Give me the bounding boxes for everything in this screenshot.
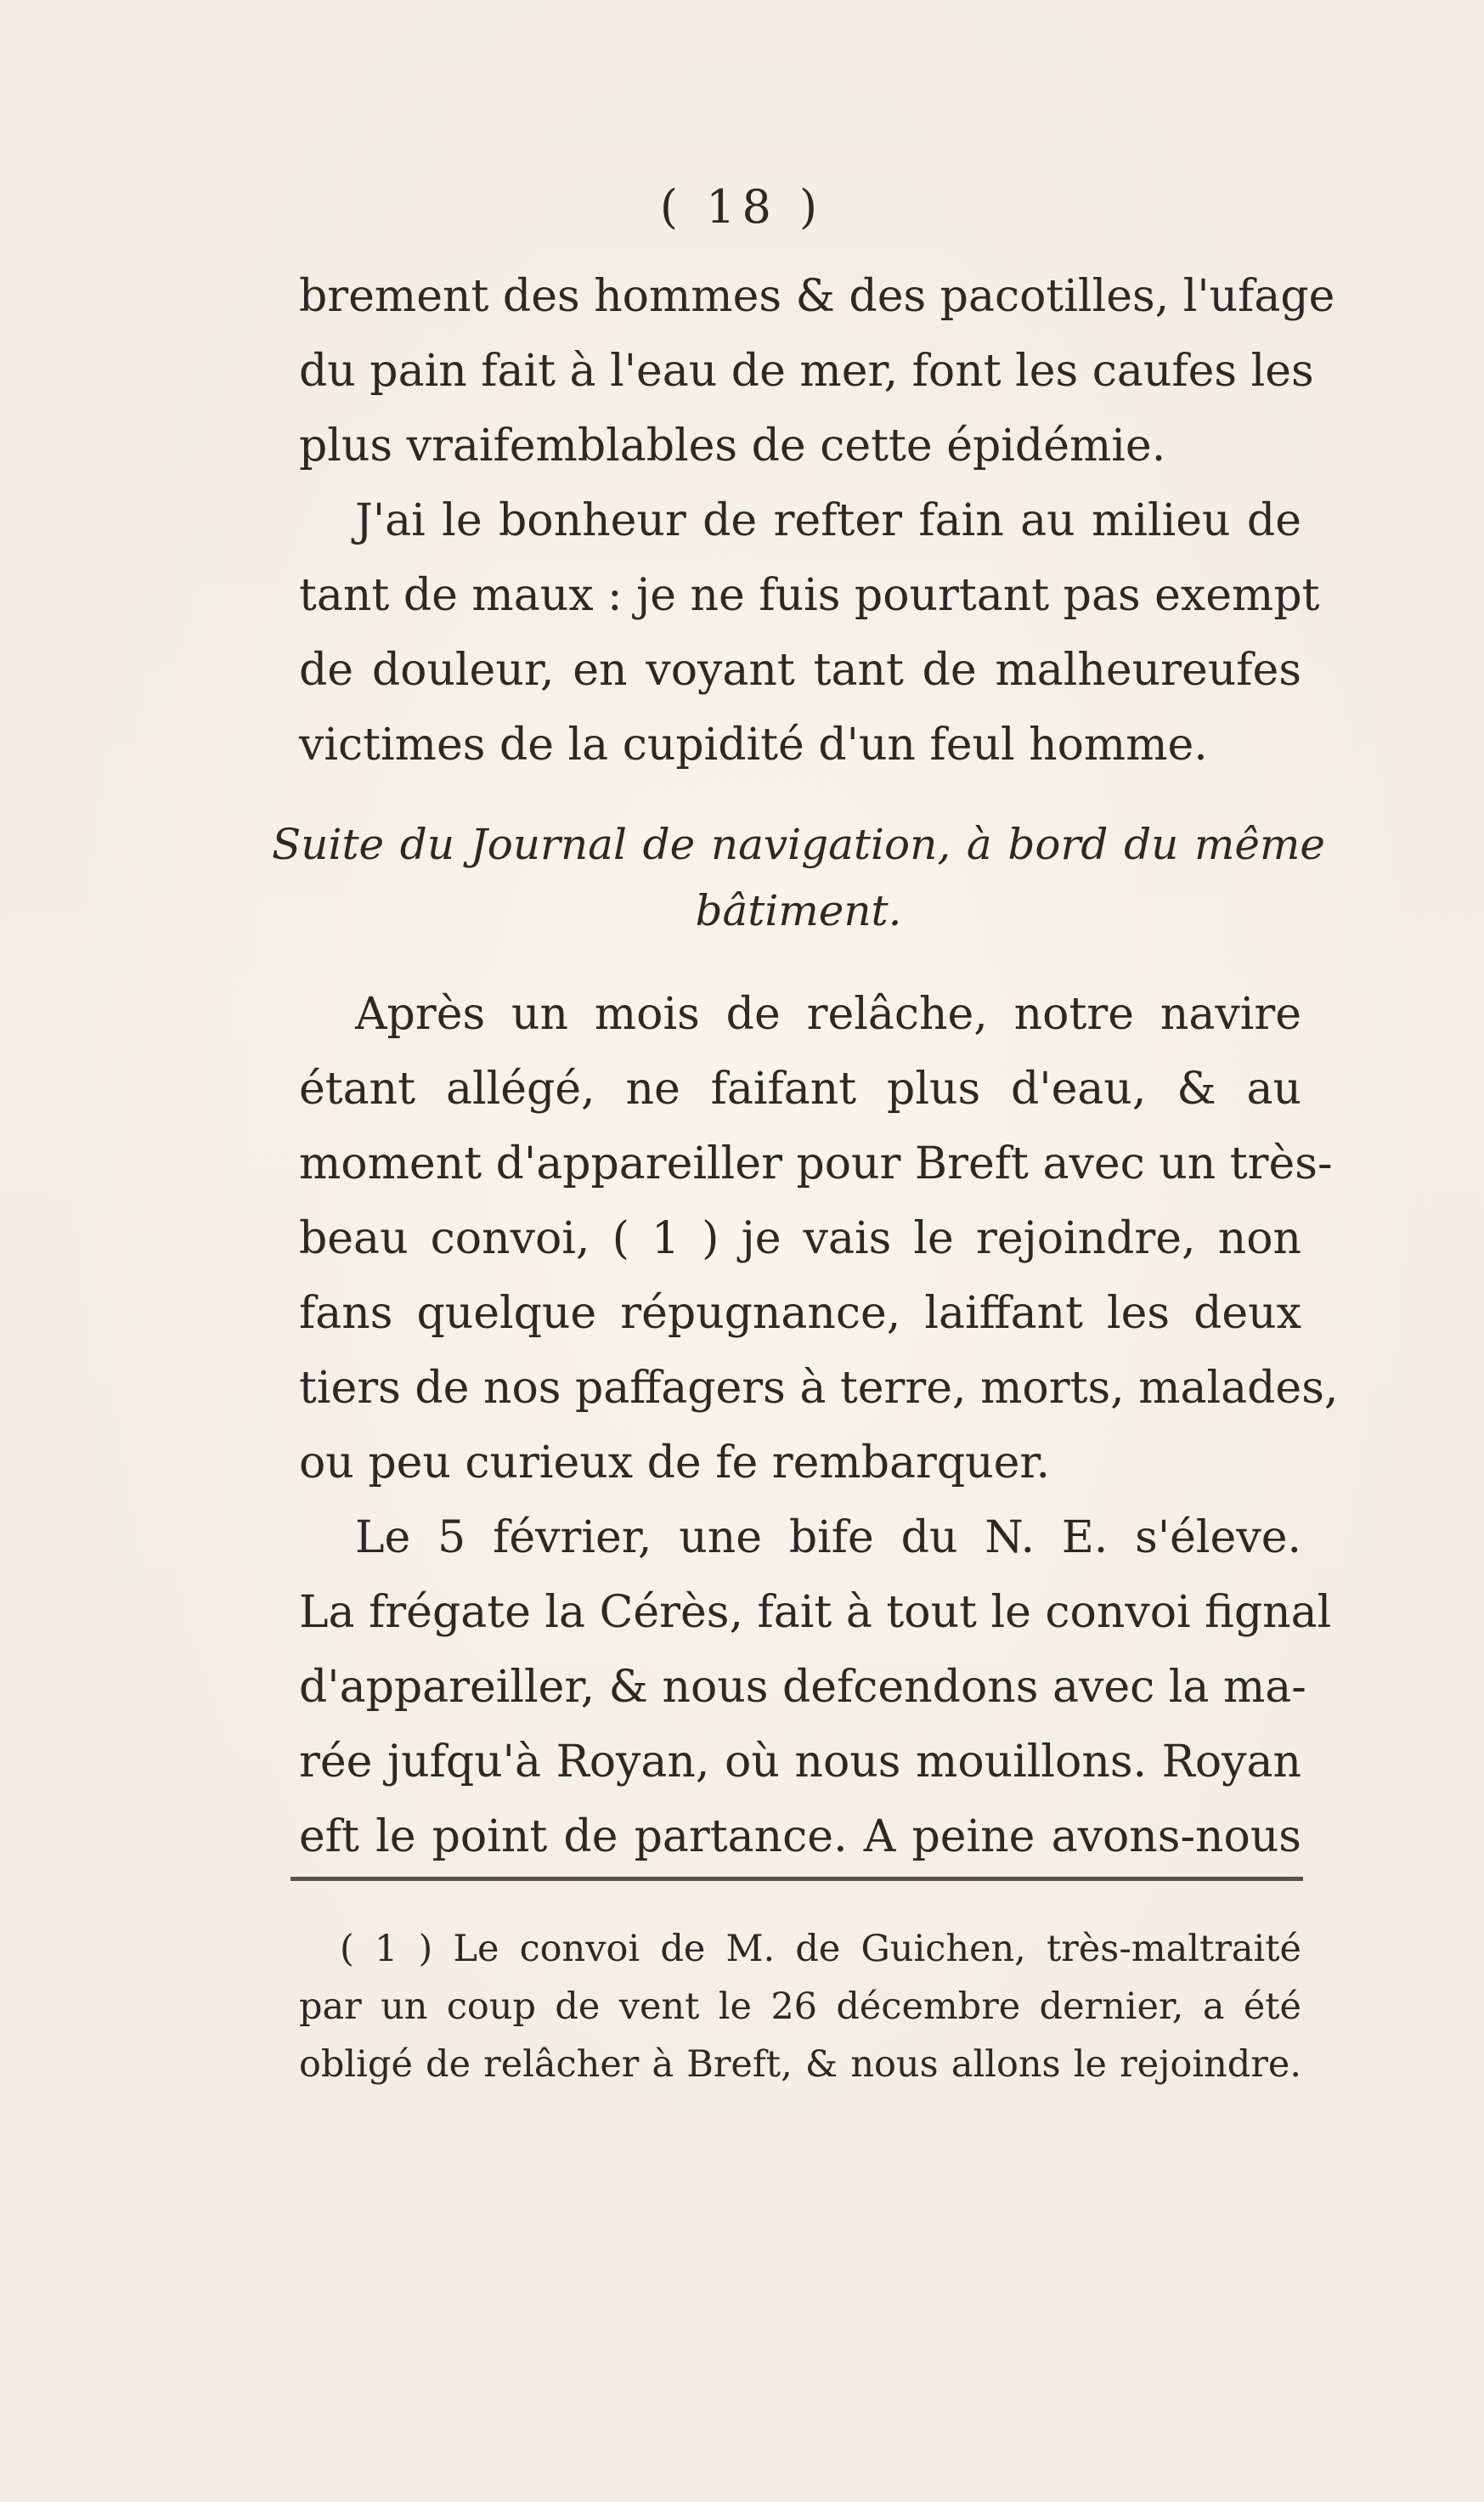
text-line: du pain fait à l'eau de mer, font les caufes les xyxy=(299,346,1314,397)
footnote-line: par un coup de vent le 26 décembre dernier, a été xyxy=(299,1985,1301,2028)
paragraph-1 xyxy=(299,259,1335,483)
paragraph-2 xyxy=(299,483,1320,782)
footnote xyxy=(299,1920,1301,2093)
footnote-divider xyxy=(291,1877,1303,1881)
text-line: tiers de nos paffagers à terre, morts, malades, xyxy=(299,1363,1339,1414)
text-line: victimes de la cupidité d'un feul homme. xyxy=(299,720,1208,771)
text-line: étant allégé, ne faifant plus d'eau, & au xyxy=(299,1064,1301,1115)
text-line: eft le point de partance. A peine avons-nous xyxy=(299,1811,1301,1862)
text-line: Le 5 février, une bife du N. E. s'éleve. xyxy=(355,1512,1301,1563)
text-line: fans quelque répugnance, laiffant les deux xyxy=(299,1288,1301,1339)
text-line: rée jufqu'à Royan, où nous mouillons. Royan xyxy=(299,1737,1301,1788)
text-line: plus vraifemblables de cette épidémie. xyxy=(299,421,1166,472)
paragraph-3 xyxy=(299,977,1339,1500)
text-line: de douleur, en voyant tant de malheureufes xyxy=(299,645,1301,696)
text-line: La frégate la Cérès, fait à tout le convoi fignal xyxy=(299,1587,1332,1638)
section-heading xyxy=(272,811,1325,944)
footnote-line: obligé de relâcher à Breft, & nous allons le rejoindre. xyxy=(299,2043,1301,2086)
text-block-upper xyxy=(299,259,1335,782)
heading-line: Suite du Journal de navigation, à bord du même xyxy=(272,820,1325,869)
page-number: ( 18 ) xyxy=(659,180,825,234)
paragraph-4 xyxy=(299,1500,1332,1874)
heading-line: bâtiment. xyxy=(695,886,902,935)
text-line: moment d'appareiller pour Breft avec un très- xyxy=(299,1138,1333,1189)
text-line: d'appareiller, & nous defcendons avec la ma- xyxy=(299,1662,1306,1713)
text-line: Après un mois de relâche, notre navire xyxy=(355,989,1301,1040)
text-line: tant de maux : je ne fuis pourtant pas exempt xyxy=(299,570,1320,621)
text-line: brement des hommes & des pacotilles, l'ufage xyxy=(299,271,1335,322)
footnote-line: ( 1 ) Le convoi de M. de Guichen, très-maltraité xyxy=(340,1928,1301,1970)
text-line: beau convoi, ( 1 ) je vais le rejoindre, non xyxy=(299,1213,1301,1264)
text-line: J'ai le bonheur de refter fain au milieu de xyxy=(355,495,1301,546)
text-line: ou peu curieux de fe rembarquer. xyxy=(299,1437,1051,1488)
text-block-lower xyxy=(299,977,1339,1874)
